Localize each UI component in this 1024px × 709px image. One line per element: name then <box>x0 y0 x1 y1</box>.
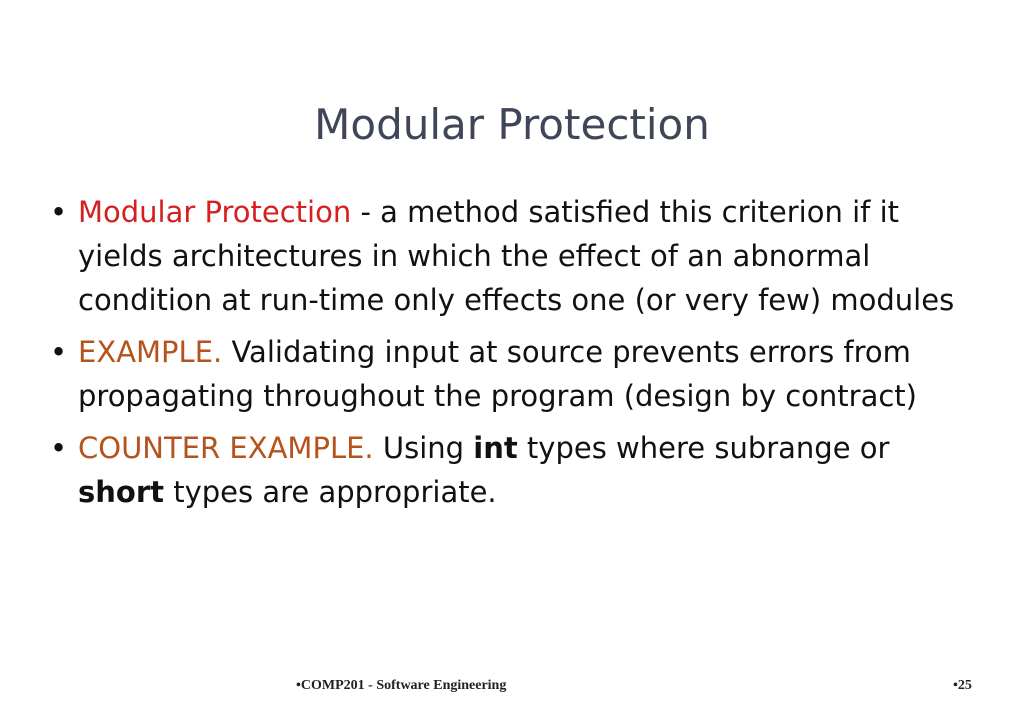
bullet-body: - a method satisfied this criterion if it yields architectures in which the effect of an abnormal condition at run-time only effects one (or very few) modules <box>78 195 955 317</box>
slide-title: Modular Protection <box>314 100 710 149</box>
bullet-lead: COUNTER EXAMPLE. <box>78 431 374 465</box>
bullet-item <box>50 330 970 418</box>
bullet-text <box>78 330 970 418</box>
bullet-list <box>50 190 970 522</box>
bullet-lead: EXAMPLE. <box>78 335 223 369</box>
bullet-dot: • <box>50 431 68 465</box>
bullet-item <box>50 426 970 514</box>
bullet-text <box>78 426 970 514</box>
bullet-body: Validating input at source prevents errors from propagating throughout the program (design by contract) <box>78 335 917 413</box>
bullet-item <box>50 190 970 322</box>
bullet-body-part: Using <box>373 431 474 465</box>
footer-page-number: •25 <box>953 678 972 693</box>
bullet-keyword: int <box>473 431 518 465</box>
footer-course: •COMP201 - Software Engineering <box>296 678 507 693</box>
bullet-dot: • <box>50 335 68 369</box>
bullet-keyword: short <box>78 475 164 509</box>
bullet-dot: • <box>50 195 68 229</box>
bullet-body-part: types are appropriate. <box>164 475 497 509</box>
bullet-text <box>78 190 970 322</box>
bullet-body-part: types where subrange or <box>517 431 890 465</box>
bullet-lead: Modular Protection <box>78 195 352 229</box>
